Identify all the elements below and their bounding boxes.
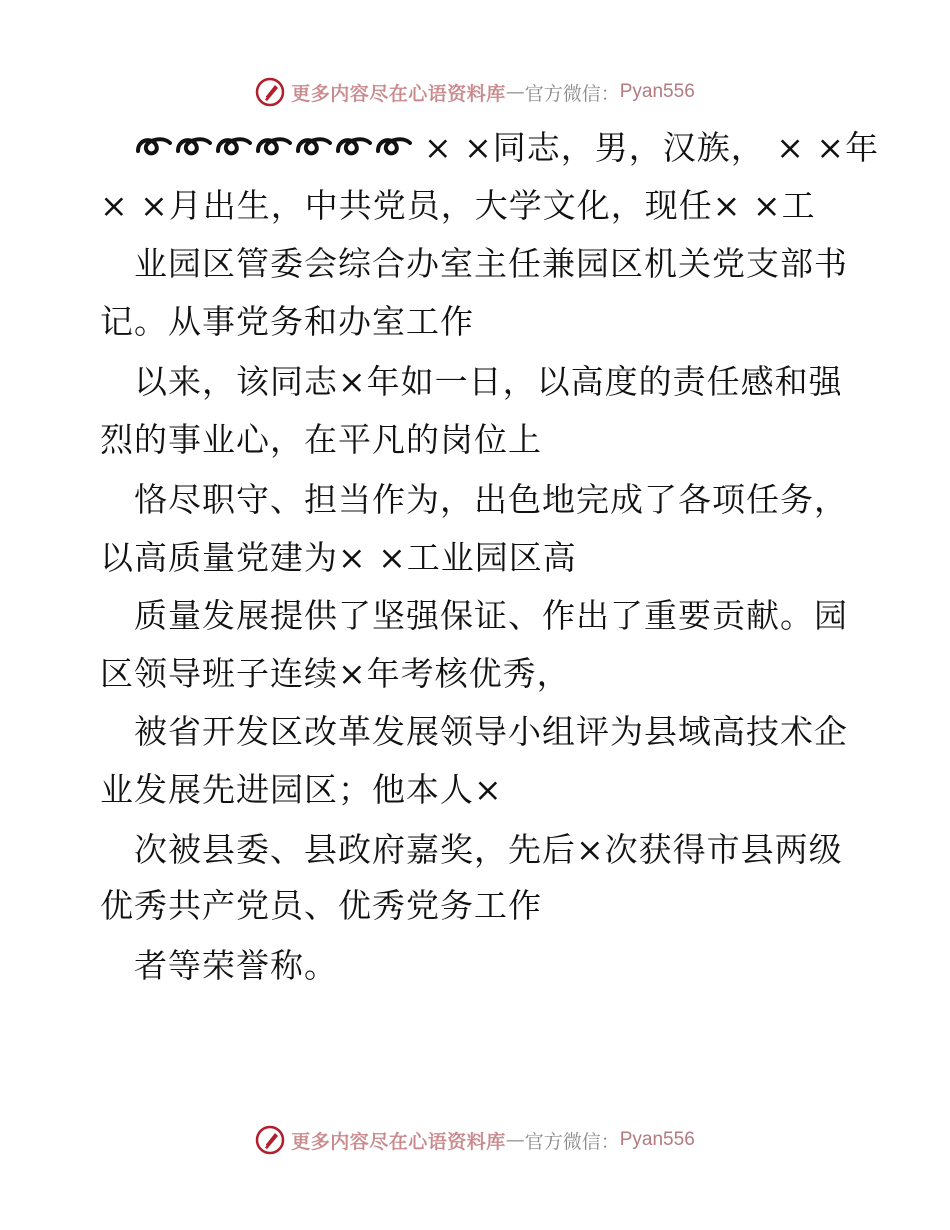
decorative-swirl-icon [134,128,420,172]
text-line-6: 烈的事业心，在平凡的岗位上 [100,420,542,459]
watermark-site-text: 更多内容尽在心语资料库 [291,82,506,105]
text-line-3: 业园区管委会综合办室主任兼园区机关党支部书 [134,244,848,283]
footer-watermark [0,1120,950,1160]
quill-pen-logo-icon [255,77,285,107]
quill-pen-logo-icon [255,1125,285,1155]
text-line-14: 优秀共产党员、优秀党务工作 [100,886,542,925]
text-line-10: 区领导班子连续×年考核优秀， [100,654,571,693]
watermark-site-text: 更多内容尽在心语资料库 [291,1130,506,1153]
watermark-wechat-id: Pyan556 [619,1129,695,1150]
text-line-15: 者等荣誉称。 [134,946,338,985]
watermark-dash: — [505,1129,525,1151]
text-line-8: 以高质量党建为× ×工业园区高 [100,538,577,577]
text-line-5: 以来，该同志×年如一日，以高度的责任感和强 [134,362,843,401]
text-line-13: 次被县委、县政府嘉奖，先后×次获得市县两级 [134,830,843,869]
watermark-wechat-label: 官方微信： [524,1130,620,1153]
watermark-wechat-label: 官方微信： [524,82,620,105]
text-line-12: 业发展先进园区；他本人× [100,770,503,809]
watermark-dash: — [505,81,525,103]
watermark-wechat-id: Pyan556 [619,81,695,102]
header-watermark [0,72,950,112]
text-line-4: 记。从事党务和办室工作 [100,302,474,341]
paragraph-text: × ×同志，男，汉族， × ×年 [424,128,880,167]
text-line-7: 恪尽职守、担当作为，出色地完成了各项任务， [134,480,848,519]
text-line-9: 质量发展提供了坚强保证、作出了重要贡献。园 [134,596,848,635]
text-line-2: × ×月出生，中共党员，大学文化，现任× ×工 [100,186,816,225]
text-line-1 [134,126,879,170]
text-line-11: 被省开发区改革发展领导小组评为县域高技术企 [134,712,848,751]
